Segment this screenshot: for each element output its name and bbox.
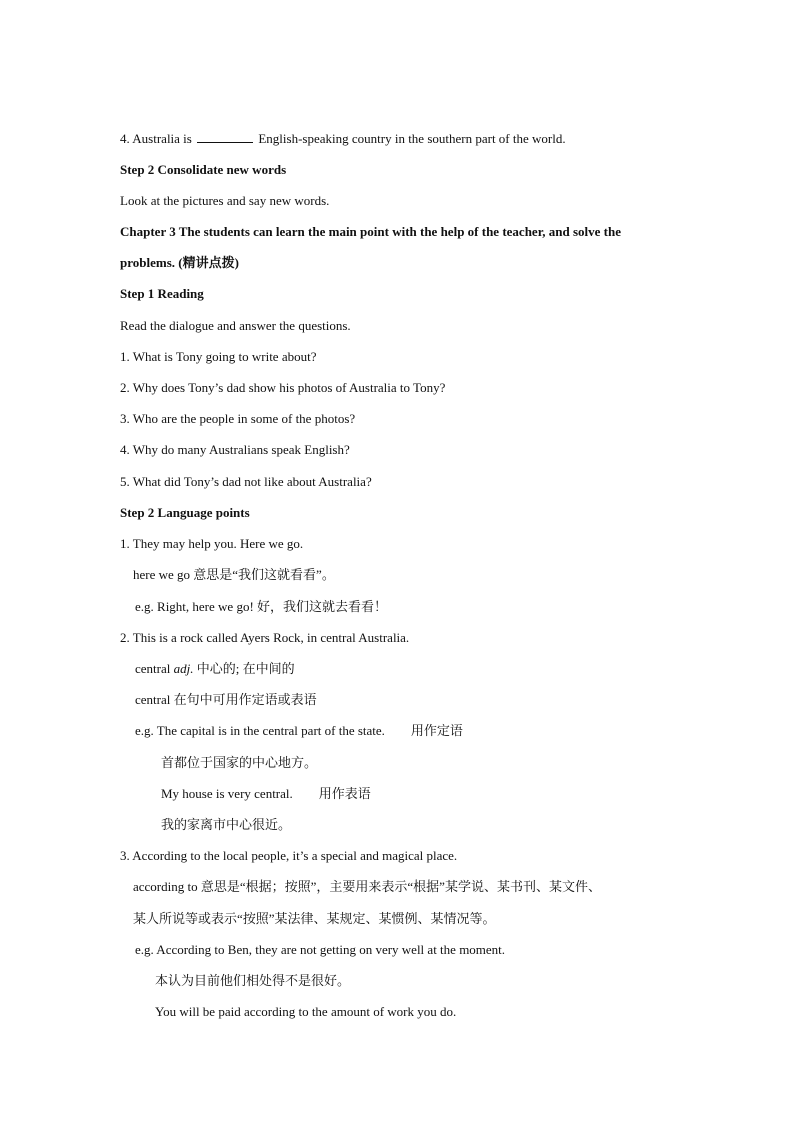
- point-2-example-1-note: 用作定语: [410, 723, 463, 738]
- point-3-example-1-translation: 本认为目前他们相处得不是很好。: [155, 973, 351, 988]
- point-2-example-1: [135, 723, 463, 739]
- question-item: 1. What is Tony going to write about?: [120, 349, 317, 364]
- point-2-example-2-translation: 我的家离市中心很近。: [161, 817, 292, 832]
- point-2-example-2: [161, 786, 371, 802]
- question-item: 3. Who are the people in some of the photos?: [120, 411, 356, 426]
- point-2-usage: central 在句中可用作定语或表语: [135, 692, 317, 707]
- step1-instruction: Read the dialogue and answer the questions.: [120, 318, 351, 333]
- point-2: 2. This is a rock called Ayers Rock, in central Australia.: [120, 630, 410, 645]
- question-item: 4. Why do many Australians speak English?: [120, 442, 350, 457]
- question-item: 5. What did Tony’s dad not like about Australia?: [120, 474, 372, 489]
- point-2-word: central: [135, 661, 174, 676]
- point-2-part-of-speech: adj.: [173, 661, 194, 676]
- language-points-heading: Step 2 Language points: [120, 505, 250, 520]
- point-2-example-2-text: My house is very central.: [161, 786, 293, 801]
- point-3-example-1: e.g. According to Ben, they are not getting on very well at the moment.: [135, 942, 506, 957]
- point-2-example-2-note: 用作表语: [318, 786, 371, 801]
- point-3: 3. According to the local people, it’s a special and magical place.: [120, 848, 458, 863]
- point-2-example-1-text: e.g. The capital is in the central part of the state.: [135, 723, 385, 738]
- point-1-explanation: here we go 意思是“我们这就看看”。: [133, 567, 335, 582]
- point-2-example-1-translation: 首都位于国家的中心地方。: [161, 755, 318, 770]
- point-3-explanation-line2: 某人所说等或表示“按照”某法律、某规定、某惯例、某情况等。: [133, 911, 496, 926]
- point-3-example-2: You will be paid according to the amount of work you do.: [155, 1004, 457, 1019]
- chapter3-heading-line2: problems. (精讲点拨): [120, 255, 239, 270]
- point-3-explanation-line1: according to 意思是“根据；按照”，主要用来表示“根据”某学说、某书刊、某文件、: [133, 879, 601, 894]
- point-2-definition: [135, 661, 295, 677]
- point-1-example: e.g. Right, here we go! 好，我们这就去看看！: [135, 599, 388, 614]
- step2-instruction: Look at the pictures and say new words.: [120, 193, 330, 208]
- point-1: 1. They may help you. Here we go.: [120, 536, 304, 551]
- step1-heading: Step 1 Reading: [120, 286, 204, 301]
- fill-in-blank: [197, 131, 253, 143]
- question-item: 2. Why does Tony’s dad show his photos of Australia to Tony?: [120, 380, 446, 395]
- step2-heading: Step 2 Consolidate new words: [120, 162, 287, 177]
- question-4-line: [120, 131, 566, 147]
- chapter3-heading-line1: Chapter 3 The students can learn the main point with the help of the teacher, and solve the: [120, 224, 622, 239]
- question-4-before: 4. Australia is: [120, 131, 196, 146]
- point-2-meaning: 中心的; 在中间的: [193, 661, 295, 676]
- question-4-after: English-speaking country in the southern part of the world.: [255, 131, 566, 146]
